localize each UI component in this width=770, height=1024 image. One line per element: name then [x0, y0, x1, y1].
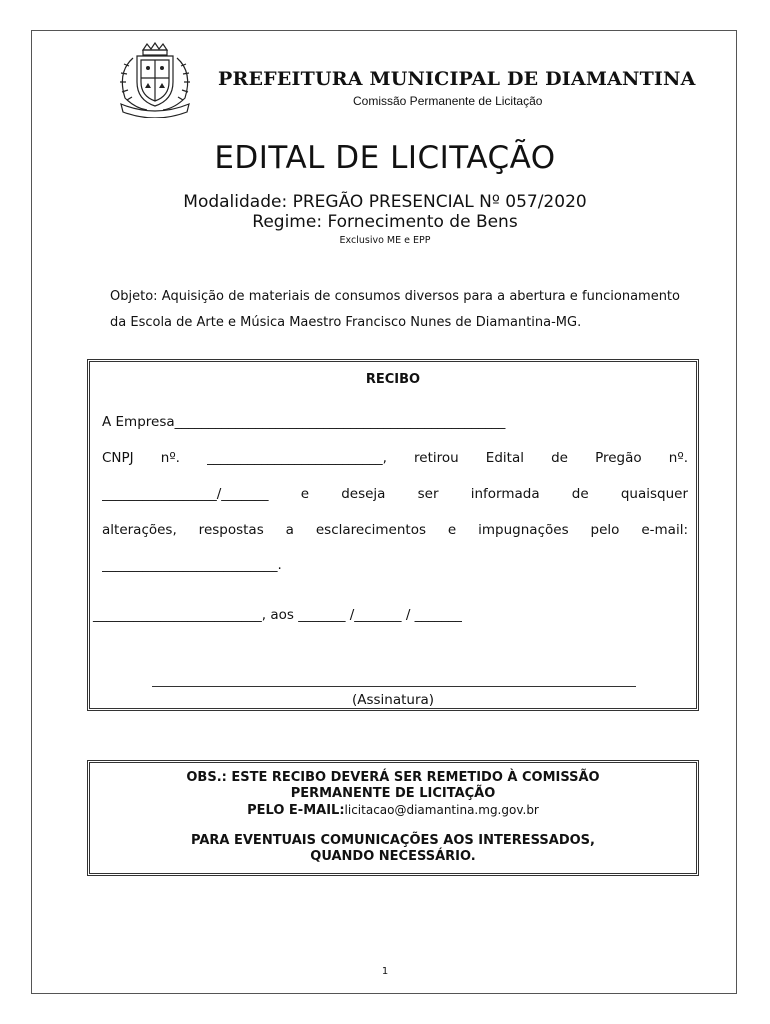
empresa-field[interactable]: A Empresa_________________________________________________	[102, 414, 506, 430]
cnpj-field[interactable]: CNPJ nº. __________________________, retirou Edital de Pregão nº.	[102, 450, 688, 466]
edital-number-field[interactable]: _________________/_______ e deseja ser informada de quaisquer	[102, 486, 688, 502]
obs-line-1: OBS.: ESTE RECIBO DEVERÁ SER REMETIDO À COMISSÃO	[186, 770, 600, 785]
modalidade-line: Modalidade: PREGÃO PRESENCIAL Nº 057/2020	[183, 192, 587, 212]
obs-line-2: PERMANENTE DE LICITAÇÃO	[290, 786, 496, 801]
obs-line-5: QUANDO NECESSÁRIO.	[310, 849, 476, 864]
objeto-paragraph: Objeto: Aquisição de materiais de consumos diversos para a abertura e funcionamento da Escola de Arte e Música Maestro Francisco Nunes de Diamantina-MG.	[110, 289, 680, 330]
recibo-text-line: alterações, respostas a esclarecimentos e impugnações pelo e-mail:	[102, 522, 688, 538]
org-name: PREFEITURA MUNICIPAL DE DIAMANTINA	[218, 68, 696, 90]
obs-email-link[interactable]: licitacao@diamantina.mg.gov.br	[344, 803, 539, 817]
email-field[interactable]: __________________________.	[102, 557, 282, 573]
recibo-box	[87, 359, 699, 711]
exclusivo-note: Exclusivo ME e EPP	[339, 235, 431, 246]
recibo-title: RECIBO	[365, 372, 421, 387]
signature-line[interactable]	[152, 686, 636, 687]
municipal-coat-of-arms-icon	[107, 42, 203, 118]
page-number: 1	[381, 966, 389, 977]
org-subtitle: Comissão Permanente de Licitação	[353, 94, 543, 108]
regime-line: Regime: Fornecimento de Bens	[252, 212, 518, 232]
obs-email-line	[90, 802, 696, 819]
obs-box	[87, 760, 699, 876]
obs-line-4: PARA EVENTUAIS COMUNICAÇÕES AOS INTERESSADOS,	[191, 833, 595, 848]
date-field[interactable]: _________________________, aos _______ /_______ / _______	[93, 607, 462, 623]
obs-email-prefix: PELO E-MAIL:	[247, 803, 345, 818]
document-title: EDITAL DE LICITAÇÃO	[214, 140, 556, 176]
signature-label: (Assinatura)	[351, 692, 435, 708]
